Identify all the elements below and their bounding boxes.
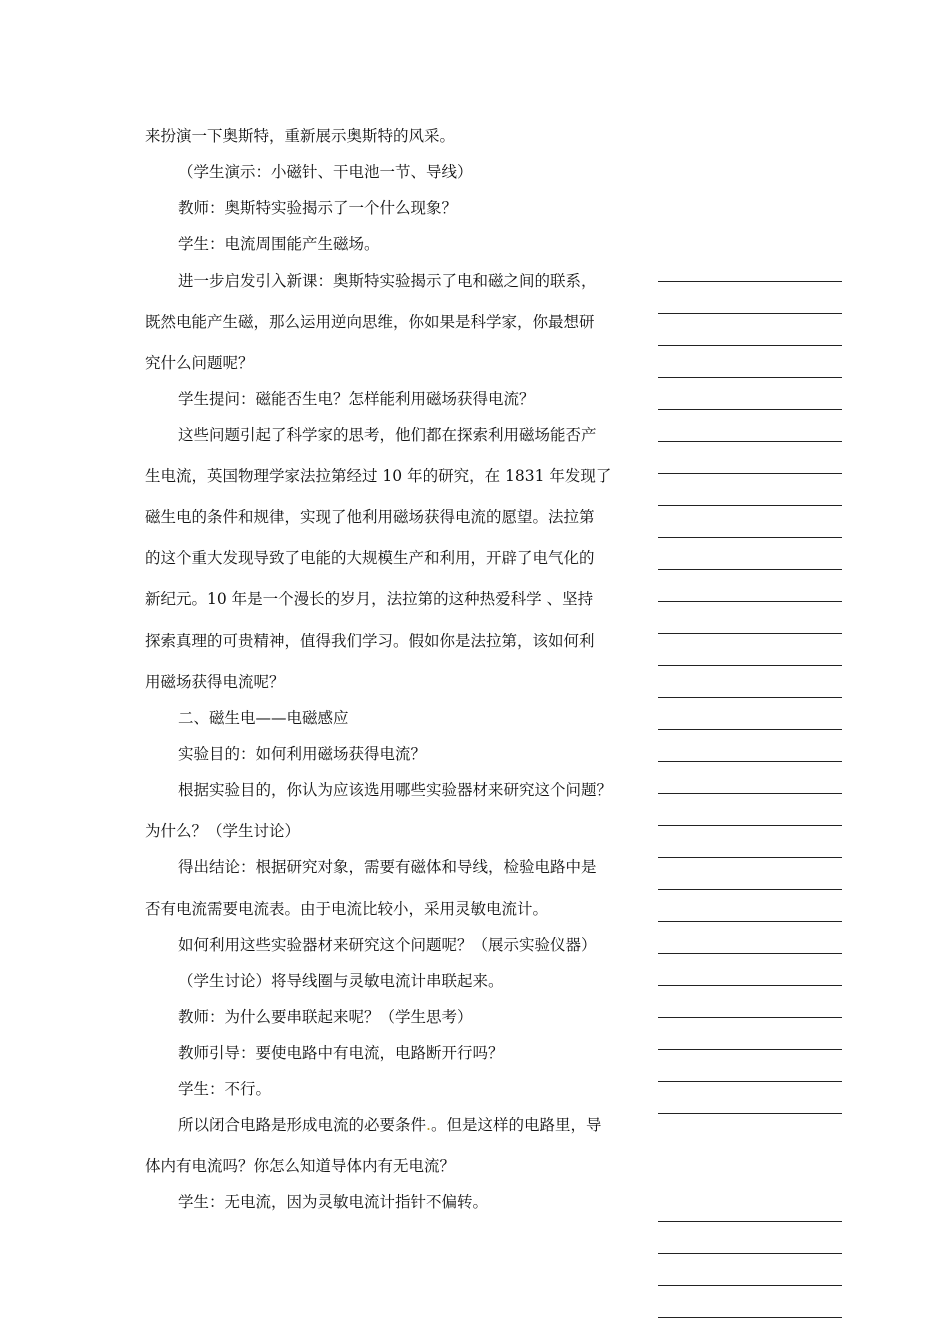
text-line: 磁生电的条件和规律，实现了他利用磁场获得电流的愿望。法拉第 — [145, 508, 595, 526]
note-rule — [658, 761, 842, 762]
note-rule — [658, 441, 842, 442]
note-rule — [658, 921, 842, 922]
text-line: 实验目的：如何利用磁场获得电流？ — [178, 745, 427, 763]
note-rule — [658, 1017, 842, 1018]
text-line: 学生提问：磁能否生电？怎样能利用磁场获得电流？ — [178, 390, 535, 408]
note-rule — [658, 985, 842, 986]
text-segment: 。但是这样的电路里，导 — [430, 1116, 602, 1134]
note-rule — [658, 409, 842, 410]
text-line: （学生讨论）将导线圈与灵敏电流计串联起来。 — [178, 972, 504, 990]
note-rule — [658, 665, 842, 666]
text-line: 教师引导：要使电路中有电流，电路断开行吗？ — [178, 1044, 504, 1062]
text-line: 否有电流需要电流表。由于电流比较小，采用灵敏电流计。 — [145, 900, 549, 918]
note-rule — [658, 793, 842, 794]
text-line: 教师：奥斯特实验揭示了一个什么现象？ — [178, 199, 458, 217]
text-line: 为什么？（学生讨论） — [145, 822, 301, 840]
text-line: 如何利用这些实验器材来研究这个问题呢？（展示实验仪器） — [178, 936, 597, 954]
text-line: 来扮演一下奥斯特，重新展示奥斯特的风采。 — [145, 127, 456, 145]
text-line: 得出结论：根据研究对象，需要有磁体和导线，检验电路中是 — [178, 858, 597, 876]
note-rule — [658, 729, 842, 730]
note-rule — [658, 1049, 842, 1050]
text-line: 根据实验目的，你认为应该选用哪些实验器材来研究这个问题？ — [178, 781, 613, 799]
note-rule — [658, 825, 842, 826]
note-rule — [658, 1253, 842, 1254]
text-line: 学生：无电流，因为灵敏电流计指针不偏转。 — [178, 1193, 489, 1211]
note-rule — [658, 505, 842, 506]
text-line: 学生：不行。 — [178, 1080, 272, 1098]
text-line: 的这个重大发现导致了电能的大规模生产和利用，开辟了电气化的 — [145, 549, 595, 567]
note-rule — [658, 377, 842, 378]
note-rule — [658, 697, 842, 698]
text-line: 新纪元。10 年是一个漫长的岁月，法拉第的这种热爱科学 、坚持 — [145, 590, 594, 608]
note-rule — [658, 313, 842, 314]
text-segment: 所以闭合电路是形成电流的必要条件 — [178, 1116, 427, 1134]
text-line — [178, 1116, 601, 1134]
text-line: （学生演示：小磁针、干电池一节、导线） — [178, 163, 473, 181]
stray-mark: . — [426, 1116, 431, 1134]
note-rule — [658, 953, 842, 954]
note-rule — [658, 601, 842, 602]
note-rule — [658, 1081, 842, 1082]
text-line: 用磁场获得电流呢？ — [145, 673, 285, 691]
note-rule — [658, 345, 842, 346]
note-rule — [658, 1285, 842, 1286]
text-line: 进一步启发引入新课：奥斯特实验揭示了电和磁之间的联系， — [178, 272, 597, 290]
note-rule — [658, 889, 842, 890]
note-rule — [658, 1221, 842, 1222]
text-line: 教师：为什么要串联起来呢？（学生思考） — [178, 1008, 473, 1026]
text-line: 这些问题引起了科学家的思考，他们都在探索利用磁场能否产 — [178, 426, 597, 444]
section-heading: 二、磁生电——电磁感应 — [178, 709, 349, 727]
note-rule — [658, 281, 842, 282]
note-rule — [658, 473, 842, 474]
note-rule — [658, 569, 842, 570]
text-line: 探索真理的可贵精神，值得我们学习。假如你是法拉第，该如何利 — [145, 632, 595, 650]
note-rule — [658, 857, 842, 858]
text-line: 体内有电流吗？你怎么知道导体内有无电流？ — [145, 1157, 456, 1175]
text-line: 生电流，英国物理学家法拉第经过 10 年的研究，在 1831 年发现了 — [145, 467, 612, 485]
note-rule — [658, 537, 842, 538]
note-rule — [658, 633, 842, 634]
note-rule — [658, 1113, 842, 1114]
text-line: 既然电能产生磁，那么运用逆向思维，你如果是科学家，你最想研 — [145, 313, 595, 331]
note-rule — [658, 1317, 842, 1318]
text-line: 究什么问题呢？ — [145, 354, 254, 372]
text-line: 学生：电流周围能产生磁场。 — [178, 235, 380, 253]
